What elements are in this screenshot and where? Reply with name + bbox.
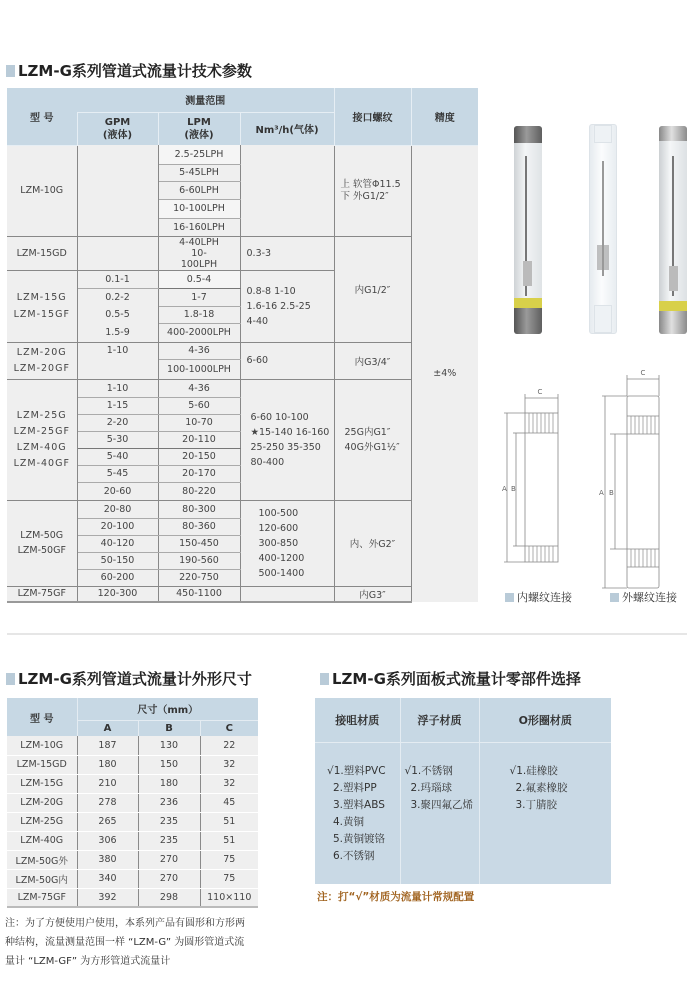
gpm-cell <box>77 359 158 379</box>
lpm-cell: 80-300 <box>158 500 240 518</box>
flowmeter-photos <box>505 110 700 340</box>
gpm-cell: 5-40 <box>77 448 158 465</box>
accuracy-cell: ±4% <box>411 145 478 602</box>
male-thread-diagram <box>602 375 659 588</box>
lpm-cell: 6-60LPH <box>158 181 240 199</box>
oring-material-list: √1.硅橡胶 2.氟素橡胶 3.丁腈胶 <box>479 742 611 884</box>
lpm-cell: 20-170 <box>158 465 240 482</box>
lpm-cell: 400-2000LPH <box>158 323 240 342</box>
lpm-cell: 5-60 <box>158 397 240 414</box>
lpm-cell: 450-1100 <box>158 586 240 602</box>
female-thread-legend: 内螺纹连接 <box>505 589 572 605</box>
thread-cell: 内、外G2″ <box>334 500 411 586</box>
lpm-cell: 4-36 <box>158 342 240 359</box>
gpm-cell: 1.5-9 <box>77 323 158 342</box>
header-gas: Nm³/h(气体) <box>240 112 334 145</box>
table-row: LZM-15G 210 180 32 <box>7 774 258 793</box>
gpm-cell: 0.5-5 <box>77 306 158 323</box>
gas-cell <box>240 145 334 236</box>
flowmeter-white-plastic-image <box>589 124 617 334</box>
flowmeter-stainless-cap-image <box>659 126 687 334</box>
header-gpm: GPM (液体) <box>77 112 158 145</box>
parts-table <box>315 698 611 884</box>
gpm-cell: 120-300 <box>77 586 158 602</box>
gpm-cell: 1-10 <box>77 379 158 397</box>
svg-text:A: A <box>502 485 507 493</box>
parts-note: 注：打“√”材质为流量计常规配置 <box>317 891 475 903</box>
model-cell: LZM-25G LZM-25GF LZM-40G LZM-40GF <box>7 379 77 500</box>
table-row: LZM-50G内 340 270 75 <box>7 869 258 888</box>
table-row: LZM-15GD 180 150 32 <box>7 755 258 774</box>
gpm-cell <box>77 145 158 236</box>
lpm-cell: 4-36 <box>158 379 240 397</box>
lpm-cell: 190-560 <box>158 552 240 569</box>
table-row: LZM-25G 265 235 51 <box>7 812 258 831</box>
model-cell: LZM-20G LZM-20GF <box>7 342 77 379</box>
svg-text:A: A <box>599 489 604 497</box>
model-cell: LZM-75GF <box>7 586 77 602</box>
header-model: 型 号 <box>7 698 77 736</box>
table-row: LZM-10G 187 130 22 <box>7 736 258 755</box>
table-row: LZM-20G 278 236 45 <box>7 793 258 812</box>
gpm-cell: 0.2-2 <box>77 288 158 306</box>
gas-cell: 6-60 10-100 ★15-140 16-160 25-250 35-350 80-400 <box>240 379 334 500</box>
thread-cell: 上 软管Φ11.5 下 外G1/2″ <box>334 145 411 236</box>
header-accuracy: 精度 <box>411 88 478 145</box>
lpm-cell: 0.5-4 <box>158 270 240 288</box>
flowmeter-grey-cap-image <box>514 126 542 334</box>
spec-section-title: LZM-G系列管道式流量计技术参数 <box>6 60 252 81</box>
gpm-cell: 2-20 <box>77 414 158 431</box>
lpm-cell: 1-7 <box>158 288 240 306</box>
thread-cell: 25G内G1″ 40G外G1½″ <box>334 379 411 500</box>
model-cell: LZM-50G LZM-50GF <box>7 500 77 586</box>
gpm-cell: 5-30 <box>77 431 158 448</box>
parts-section-title: LZM-G系列面板式流量计零部件选择 <box>320 668 581 689</box>
table-row: LZM-50G外 380 270 75 <box>7 850 258 869</box>
svg-text:C: C <box>537 388 543 396</box>
title-square-icon <box>6 673 15 685</box>
lpm-cell: 10-100LPH <box>158 199 240 218</box>
lpm-cell: 20-110 <box>158 431 240 448</box>
dimension-note: 注：为了方便使用户使用，本系列产品有圆形和方形两 种结构，流量测量范围一样 “LZM-G” 为圆形管道式流 量计 “LZM-GF” 为方形管道式流量计 <box>5 918 245 967</box>
gpm-cell: 20-100 <box>77 518 158 535</box>
header-nozzle-material: 接咀材质 <box>315 698 400 742</box>
header-b: B <box>138 720 200 736</box>
table-row: LZM-40G 306 235 51 <box>7 831 258 850</box>
gpm-cell: 60-200 <box>77 569 158 586</box>
dimension-table <box>7 698 258 908</box>
gpm-cell: 5-45 <box>77 465 158 482</box>
thread-cell: 内G3″ <box>334 586 411 602</box>
gas-cell: 0.3-3 <box>240 236 334 270</box>
title-square-icon <box>6 65 15 77</box>
gpm-cell: 1-15 <box>77 397 158 414</box>
svg-text:B: B <box>609 489 614 497</box>
header-thread: 接口螺纹 <box>334 88 411 145</box>
gpm-cell: 0.1-1 <box>77 270 158 288</box>
title-square-icon <box>320 673 329 685</box>
header-range: 测量范围 <box>77 88 334 112</box>
lpm-cell: 2.5-25LPH <box>158 145 240 164</box>
male-thread-legend: 外螺纹连接 <box>610 589 677 605</box>
lpm-cell: 16-160LPH <box>158 218 240 236</box>
dimension-diagrams <box>480 350 700 590</box>
gpm-cell: 50-150 <box>77 552 158 569</box>
gas-cell: 100-500 120-600 300-850 400-1200 500-1400 <box>240 500 334 586</box>
section-divider <box>7 633 687 635</box>
header-lpm: LPM (液体) <box>158 112 240 145</box>
gas-cell: 0.8-8 1-10 1.6-16 2.5-25 4-40 <box>240 270 334 342</box>
gas-cell: 6-60 <box>240 342 334 379</box>
lpm-cell: 10-70 <box>158 414 240 431</box>
lpm-cell: 80-220 <box>158 482 240 500</box>
gpm-cell: 1-10 <box>77 342 158 359</box>
model-cell: LZM-15GD <box>7 236 77 270</box>
header-float-material: 浮子材质 <box>400 698 479 742</box>
lpm-cell: 100-1000LPH <box>158 359 240 379</box>
svg-text:C: C <box>640 369 646 377</box>
header-c: C <box>200 720 258 736</box>
gpm-cell <box>77 236 158 270</box>
header-oring-material: O形圈材质 <box>479 698 611 742</box>
legend-square-icon <box>505 593 514 602</box>
header-model: 型 号 <box>7 88 77 145</box>
header-a: A <box>77 720 138 736</box>
lpm-cell: 20-150 <box>158 448 240 465</box>
header-size: 尺寸（mm） <box>77 698 258 720</box>
thread-cell: 内G1/2″ <box>334 236 411 342</box>
table-row: LZM-75GF 392 298 110×110 <box>7 888 258 907</box>
lpm-cell: 4-40LPH 10-100LPH <box>158 236 240 270</box>
lpm-cell: 1.8-18 <box>158 306 240 323</box>
svg-text:B: B <box>511 485 516 493</box>
female-thread-diagram <box>504 394 558 562</box>
lpm-cell: 5-45LPH <box>158 164 240 181</box>
legend-square-icon <box>610 593 619 602</box>
float-material-list: √1.不锈钢 2.玛瑙球 3.聚四氟乙烯 <box>400 742 479 884</box>
lpm-cell: 220-750 <box>158 569 240 586</box>
model-cell: LZM-10G <box>7 145 77 236</box>
lpm-cell: 80-360 <box>158 518 240 535</box>
nozzle-material-list: √1.塑料PVC 2.塑料PP 3.塑料ABS 4.黄铜 5.黄铜镀铬 6.不锈钢 <box>315 742 400 884</box>
gpm-cell: 20-80 <box>77 500 158 518</box>
gas-cell <box>240 586 334 602</box>
model-cell: LZM-15G LZM-15GF <box>7 270 77 342</box>
thread-cell: 内G3/4″ <box>334 342 411 379</box>
gpm-cell: 40-120 <box>77 535 158 552</box>
lpm-cell: 150-450 <box>158 535 240 552</box>
gpm-cell: 20-60 <box>77 482 158 500</box>
spec-table <box>7 88 478 603</box>
dim-section-title: LZM-G系列管道式流量计外形尺寸 <box>6 668 252 689</box>
